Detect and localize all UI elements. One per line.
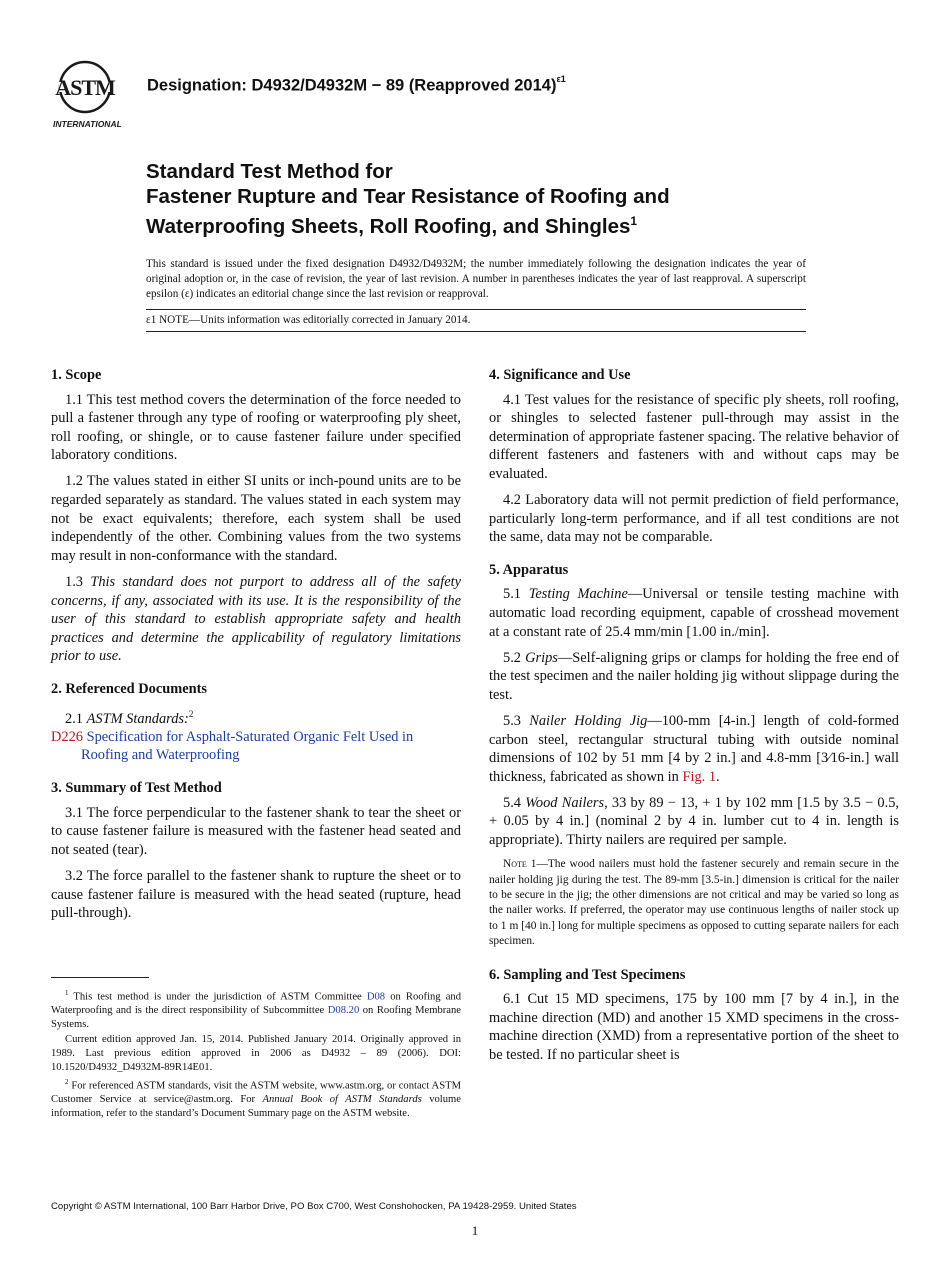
section-1-3-number: 1.3 — [65, 573, 83, 590]
figure-1-link[interactable]: Fig. 1 — [682, 768, 717, 785]
epsilon-note-rule — [146, 331, 806, 332]
section-5-2 — [489, 649, 899, 705]
title-line-2: Fastener Rupture and Tear Resistance of Roofing and — [146, 185, 670, 208]
section-6-1: 6.1 Cut 15 MD specimens, 175 by 100 mm [7 by 4 in.], in the machine direction (MD) and another 15 XMD specimens in the cross-machine direction (XMD) from a representative portion of the sheet to be tested. If no particular sheet is — [489, 991, 899, 1063]
section-2-1 — [51, 705, 461, 728]
footnote-2-marker: 2 — [65, 1078, 69, 1087]
section-5-4-term: Wood Nailers, — [525, 794, 608, 811]
designation — [147, 76, 566, 96]
section-1-3 — [51, 573, 461, 666]
section-5-4 — [489, 794, 899, 850]
section-5-4-text: 33 by 89 − 13, + 1 by 102 mm [1.5 by 3.5 − 0.5, + 0.05 by 4 in.] (nominal 2 by 4 in. lumber cut to 4 in. length is appropriate). Thirty nailers are required per sample. — [489, 794, 899, 849]
section-3-heading: 3. Summary of Test Method — [51, 780, 222, 797]
section-5-1 — [489, 585, 899, 641]
section-2-1-sup: 2 — [188, 708, 194, 719]
footnote-1-text-a: This test method is under the jurisdiction of ASTM Committee — [68, 991, 367, 1003]
footnote-1-edition: Current edition approved Jan. 15, 2014. Published January 2014. Originally approved in 1989. Last previous edition approved in 2006 as D4932 – 89 (2006). DOI: 10.1520/D4932_D4932M-89R14E01. — [51, 1034, 461, 1073]
page-number: 1 — [471, 1223, 479, 1238]
section-6-heading: 6. Sampling and Test Specimens — [489, 966, 686, 983]
committee-link[interactable]: D08 — [366, 991, 386, 1003]
epsilon-note: ε1 NOTE—Units information was editorially corrected in January 2014. — [146, 314, 471, 326]
ref-code[interactable]: D226 — [51, 728, 83, 745]
logo-subtext: INTERNATIONAL — [53, 119, 122, 129]
section-5-3-term: Nailer Holding Jig — [529, 713, 648, 729]
section-5-1-term: Testing Machine — [528, 586, 628, 603]
astm-logo — [50, 57, 136, 131]
footnotes — [51, 987, 461, 1122]
section-1-1: 1.1 This test method covers the determination of the force needed to pull a fastener through any type of roofing or waterproofing ply sheet, roll roofing, or shingle, or to cause fastener failure under specified laboratory conditions. — [51, 391, 461, 464]
footnote-rule — [51, 977, 149, 978]
section-5-1-text: —Universal or tensile testing machine with automatic load recording equipment, capable of crosshead movement at a constant rate of 25.4 mm/min [1.00 in./min]. — [489, 586, 899, 640]
preface-rule — [146, 309, 806, 310]
section-5-3 — [489, 712, 899, 786]
footnote-2-text-b: volume information, refer to the standard’s Document Summary page on the ASTM website. — [51, 1094, 461, 1119]
section-5-2-number: 5.2 — [503, 649, 521, 666]
section-5-3-end: . — [716, 768, 720, 785]
preface-paragraph: This standard is issued under the fixed designation D4932/D4932M; the number immediately following the designation indicates the year of original adoption or, in the case of revision, the year of last revision. A number in parentheses indicates the year of last reapproval. A superscript epsilon (ε) indicates an editorial change since the last revision or reapproval. — [146, 258, 806, 300]
ref-title[interactable]: Specification for Asphalt-Saturated Organic Felt Used in Roofing and Waterproofing — [81, 728, 414, 764]
title-line-1: Standard Test Method for — [146, 160, 393, 183]
section-1-2: 1.2 The values stated in either SI units or inch-pound units are to be regarded separately as standard. The values stated in each system may not be exact equivalents; therefore, each system shall be used independently of the other. Combining values from the two systems may result in non-conformance with the standard. — [51, 473, 461, 564]
section-1-heading: 1. Scope — [51, 367, 102, 383]
section-5-2-text: —Self-aligning grips or clamps for holding the free end of the test specimen and the nailer holding jig without slippage during the test. — [489, 649, 899, 703]
footnote-1-text-c: on Roofing Membrane Systems. — [51, 1005, 461, 1030]
footnote-1-marker: 1 — [65, 989, 69, 997]
section-3-2: 3.2 The force parallel to the fastener shank to rupture the sheet or to cause fastener failure is measured with the head seated (rupture, head pull-through). — [51, 867, 461, 922]
section-5-2-term: Grips — [525, 649, 558, 666]
footnote-1-text-b: on Roofing and Waterproofing and is the direct responsibility of Subcommittee — [51, 991, 461, 1017]
copyright-line: Copyright © ASTM International, 100 Barr Harbor Drive, PO Box C700, West Conshohocken, PA 19428-2959. United States — [51, 1201, 577, 1212]
note-1-text: —The wood nailers must hold the fastener securely and remain secure in the nailer holding jig during the test. The 89-mm [3.5-in.] dimension is critical for the nailer to be secure in the jig; the other dimensions are not critical and may be varied so long as the nailer works. If preferred, the operator may use continuous lengths of nailer stock up to 1 m [40 in.] long for multiple specimens as opposed to cutting separate nailers for each specimen. — [489, 858, 899, 948]
logo-text: ASTM — [55, 75, 115, 100]
footnote-2-italic: Annual Book of ASTM Standards — [262, 1094, 422, 1106]
designation-sup: ε1 — [556, 74, 566, 84]
footnote-1 — [51, 987, 461, 1031]
section-2-1-text: ASTM Standards: — [86, 710, 189, 727]
title-line-3-text: Waterproofing Sheets, Roll Roofing, and Shingles — [146, 215, 631, 238]
section-5-4-number: 5.4 — [503, 794, 521, 811]
subcommittee-link[interactable]: D08.20 — [327, 1005, 360, 1017]
referenced-document-link[interactable] — [51, 728, 461, 765]
section-3-1: 3.1 The force perpendicular to the fastener shank to tear the sheet or to cause fastener failure is measured with the fastener head seated and not seated (tear). — [51, 804, 461, 858]
note-1-label: Note 1 — [503, 858, 537, 871]
note-1 — [489, 857, 899, 949]
section-2-heading: 2. Referenced Documents — [51, 680, 207, 697]
title-line-3 — [146, 209, 866, 239]
left-column — [51, 366, 461, 930]
footnote-2 — [51, 1076, 461, 1120]
right-column — [489, 366, 899, 1072]
section-4-1: 4.1 Test values for the resistance of specific ply sheets, roll roofing, or shingles to selected fastener pull-through may assist in the determination of appropriate fastener spacing. The relative behavior of different fasteners and fasteners with and without caps may be evaluated. — [489, 391, 899, 482]
section-5-heading: 5. Apparatus — [489, 561, 569, 578]
footnote-2-text-a: For referenced ASTM standards, visit the ASTM website, www.astm.org, or contact ASTM Customer Service at service@astm.org. For — [51, 1080, 461, 1106]
title-footnote-marker: 1 — [630, 214, 638, 228]
section-5-1-number: 5.1 — [503, 586, 521, 603]
designation-text: Designation: D4932/D4932M − 89 (Reapproved 2014) — [147, 76, 557, 95]
section-4-heading: 4. Significance and Use — [489, 367, 631, 383]
section-5-3-text: —100-mm [4-in.] length of cold-formed carbon steel, rectangular structural tubing with outside nominal dimensions of 102 by 51 mm [4 by 2 in.] and 4.8-mm [3⁄16-in.] wall thickness, fabricated as shown in — [489, 713, 899, 785]
section-5-3-number: 5.3 — [503, 713, 521, 729]
section-1-3-text: This standard does not purport to address all of the safety concerns, if any, associated with its use. It is the responsibility of the user of this standard to establish appropriate safety and health practices and determine the applicability of regulatory limitations prior to use. — [51, 573, 461, 665]
section-4-2: 4.2 Laboratory data will not permit prediction of field performance, particularly long-term performance, and if all test conditions are not the same, data may not be comparable. — [489, 492, 899, 546]
document-title — [146, 159, 866, 239]
section-2-1-number: 2.1 — [65, 710, 83, 727]
